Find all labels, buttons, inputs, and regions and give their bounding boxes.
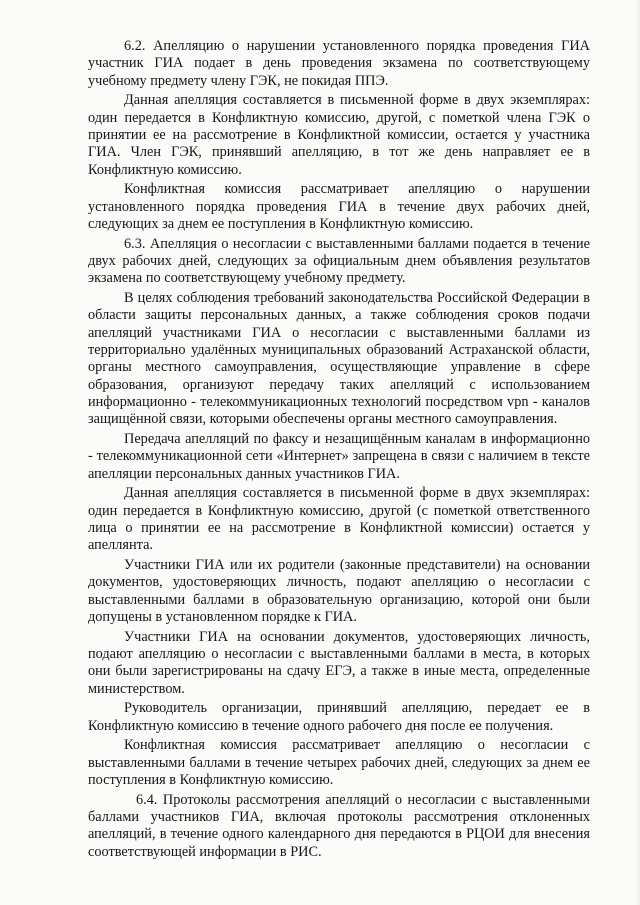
paragraph-6-2: 6.2. Апелляцию о нарушении установленного порядка проведения ГИА участник ГИА подает в день проведения экзамена по соответствующему учебному предмету члену ГЭК, не покидая ППЭ.	[88, 38, 590, 89]
paragraph-commission-four-days: Конфликтная комиссия рассматривает апелляцию о несогласии с выставленными баллами в течение четырех рабочих дней, следующих за днем ее поступления в Конфликтную комиссию.	[88, 737, 590, 789]
paragraph-fax-prohibition: Передача апелляций по факсу и незащищённым каналам в информационно - телекоммуникационной сети «Интернет» запрещена в связи с наличием в тексте апелляции персональных данных участников ГИА.	[88, 431, 590, 482]
paragraph-personal-data: В целях соблюдения требований законодательства Российской Федерации в области защиты персональных данных, а также соблюдения сроков подачи апелляций участниками ГИА о несогласии с выставленными баллами из территориально удалённых муниципальных образований Астраханской области, органы местного самоуправления, осуществляющие управление в сфере образования, организуют передачу таких апелляций с использованием информационно - телекоммуникационных технологий посредством vpn - каналов защищённой связи, которыми обеспечены органы местного самоуправления.	[88, 290, 590, 428]
paragraph-participants-parents: Участники ГИА или их родители (законные представители) на основании документов, удостоверяющих личность, подают апелляцию о несогласии с выставленными баллами в образовательную организацию, которой они были допущены в установленном порядке к ГИА.	[88, 557, 590, 626]
paragraph-6-3: 6.3. Апелляция о несогласии с выставленными баллами подается в течение двух рабочих дней, следующих за официальным днем объявления результатов экзамена по соответствующему учебному предмету.	[88, 235, 590, 287]
paragraph-appeal-copies: Данная апелляция составляется в письменной форме в двух экземплярах: один передается в Конфликтную комиссию, другой, с пометкой члена ГЭК о принятии ее на рассмотрение в Конфликтной комиссии, остается у участника ГИА. Член ГЭК, принявший апелляцию, в тот же день направляет ее в Конфликтную комиссию.	[88, 92, 590, 178]
paragraph-appeal-copies-2: Данная апелляция составляется в письменной форме в двух экземплярах: один передается в Конфликтную комиссию, другой (с пометкой ответственного лица о принятии ее на рассмотрение в Конфликтной комиссии) остается у апеллянта.	[88, 485, 590, 554]
paragraph-commission-review: Конфликтная комиссия рассматривает апелляцию о нарушении установленного порядка проведения ГИА в течение двух рабочих дней, следующих за днем ее поступления в Конфликтную комиссию.	[88, 181, 590, 233]
paragraph-participants-places: Участники ГИА на основании документов, удостоверяющих личность, подают апелляцию о несогласии с выставленными баллами в места, в которых они были зарегистрированы на сдачу ЕГЭ, а также в иные места, определенные министерством.	[88, 628, 590, 697]
paragraph-organization-head: Руководитель организации, принявший апелляцию, передает ее в Конфликтную комиссию в течение одного рабочего дня после ее получения.	[88, 700, 590, 734]
paragraph-6-4: 6.4. Протоколы рассмотрения апелляций о несогласии с выставленными баллами участников ГИА, включая протоколы рассмотрения отклоненных апелляций, в течение одного календарного дня передаются в РЦОИ для внесения соответствующей информации в РИС.	[88, 791, 590, 860]
scan-edge-shadow	[634, 0, 640, 905]
